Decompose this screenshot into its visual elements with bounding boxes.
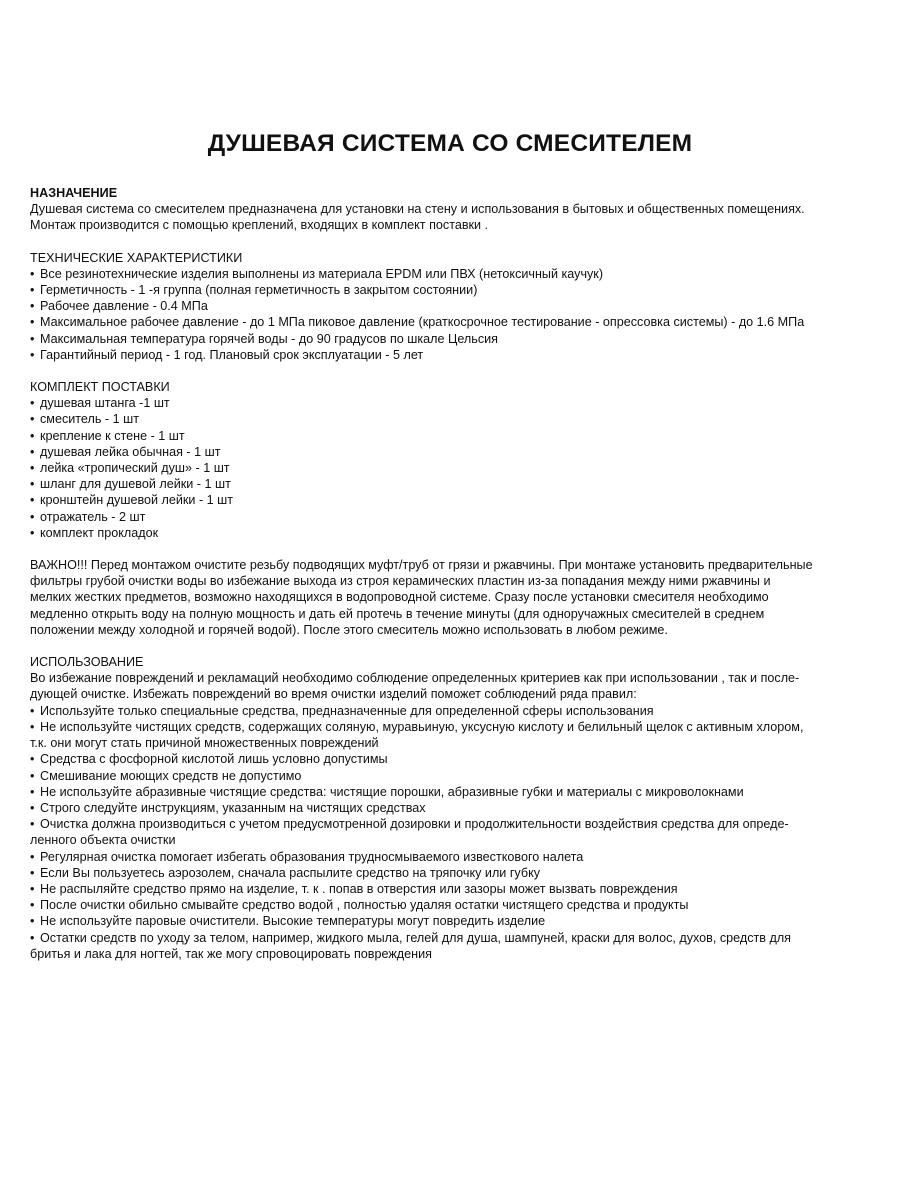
usage-intro-line: Во избежание повреждений и рекламаций необходимо соблюдение определенных критериев как при использовании , так и после-	[30, 671, 800, 686]
bullet-icon: •	[30, 849, 35, 864]
usage-list	[30, 703, 870, 962]
bullet-icon: •	[30, 493, 35, 508]
specs-list	[30, 266, 870, 363]
list-item	[30, 444, 870, 460]
list-item-text: душевая лейка обычная - 1 шт	[40, 444, 221, 459]
list-item	[30, 768, 870, 784]
list-item	[30, 703, 870, 719]
list-item-text: ленного объекта очистки	[30, 833, 176, 848]
warning-line: ВАЖНО!!! Перед монтажом очистите резьбу подводящих муфт/труб от грязи и ржавчины. При монтаже установить предварительные	[30, 558, 813, 573]
list-item	[30, 411, 870, 427]
list-item	[30, 509, 870, 525]
bullet-icon: •	[30, 283, 35, 298]
bullet-icon: •	[30, 930, 35, 945]
list-item	[30, 913, 870, 929]
bullet-icon: •	[30, 347, 35, 362]
bullet-icon: •	[30, 477, 35, 492]
kit-section	[30, 379, 870, 541]
list-item-continuation	[30, 946, 870, 962]
list-item	[30, 347, 870, 363]
purpose-section	[30, 185, 870, 234]
usage-heading: ИСПОЛЬЗОВАНИЕ	[30, 655, 144, 670]
list-item	[30, 897, 870, 913]
kit-heading: КОМПЛЕКТ ПОСТАВКИ	[30, 380, 170, 395]
list-item	[30, 849, 870, 865]
list-item	[30, 428, 870, 444]
list-item-text: После очистки обильно смывайте средство водой , полностью удаляя остатки чистящего средства и продукты	[40, 898, 689, 913]
bullet-icon: •	[30, 865, 35, 880]
list-item-text: Не используйте паровые очистители. Высокие температуры могут повредить изделие	[40, 914, 546, 929]
bullet-icon: •	[30, 444, 35, 459]
list-item	[30, 525, 870, 541]
list-item-text: Регулярная очистка помогает избегать образования трудносмываемого известкового налета	[40, 849, 584, 864]
specs-heading: ТЕХНИЧЕСКИЕ ХАРАКТЕРИСТИКИ	[30, 250, 243, 265]
list-item-text: Максимальное рабочее давление - до 1 МПа пиковое давление (краткосрочное тестирование - опрессовка системы) - до 1.6 МПа	[40, 315, 805, 330]
list-item-text: Гарантийный период - 1 год. Плановый срок эксплуатации - 5 лет	[40, 347, 424, 362]
list-item	[30, 298, 870, 314]
bullet-icon: •	[30, 412, 35, 427]
list-item-text: Максимальная температура горячей воды - до 90 градусов по шкале Цельсия	[40, 331, 498, 346]
bullet-icon: •	[30, 525, 35, 540]
bullet-icon: •	[30, 461, 35, 476]
bullet-icon: •	[30, 719, 35, 734]
specs-section	[30, 250, 870, 363]
list-item	[30, 751, 870, 767]
list-item-text: Не распыляйте средство прямо на изделие, т. к . попав в отверстия или зазоры может вызвать повреждения	[40, 881, 678, 896]
list-item-text: Все резинотехнические изделия выполнены из материала EPDM или ПВХ (нетоксичный каучук)	[40, 266, 604, 281]
list-item	[30, 476, 870, 492]
list-item-text: крепление к стене - 1 шт	[40, 428, 185, 443]
list-item-text: Герметичность - 1 -я группа (полная герметичность в закрытом состоянии)	[40, 283, 478, 298]
list-item	[30, 865, 870, 881]
list-item	[30, 930, 870, 946]
list-item-text: отражатель - 2 шт	[40, 509, 146, 524]
list-item-text: бритья и лака для ногтей, так же могу спровоцировать повреждения	[30, 946, 432, 961]
list-item-text: Используйте только специальные средства, предназначенные для определенной сферы использования	[40, 703, 654, 718]
bullet-icon: •	[30, 768, 35, 783]
purpose-line: Монтаж производится с помощью креплений, входящих в комплект поставки .	[30, 218, 489, 233]
usage-section	[30, 654, 870, 962]
list-item	[30, 395, 870, 411]
list-item	[30, 881, 870, 897]
list-item-text: Не используйте чистящих средств, содержащих соляную, муравьиную, уксусную кислоту и белильный щелок с активным хлором,	[40, 719, 804, 734]
list-item-text: шланг для душевой лейки - 1 шт	[40, 477, 231, 492]
list-item-text: т.к. они могут стать причиной множественных повреждений	[30, 736, 379, 751]
list-item	[30, 331, 870, 347]
bullet-icon: •	[30, 299, 35, 314]
list-item	[30, 282, 870, 298]
bullet-icon: •	[30, 266, 35, 281]
list-item-text: лейка «тропический душ» - 1 шт	[40, 461, 230, 476]
list-item-continuation	[30, 735, 870, 751]
bullet-icon: •	[30, 800, 35, 815]
list-item	[30, 816, 870, 832]
warning-line: мелких жестких предметов, возможно находящихся в водопроводной системе. Сразу после установки смесителя необходимо	[30, 590, 769, 605]
bullet-icon: •	[30, 914, 35, 929]
warning-line: медленно открыть воду на полную мощность и дать ей протечь в течение минуты (для одноручажных смесителей в среднем	[30, 606, 765, 621]
list-item-text: Не используйте абразивные чистящие средства: чистящие порошки, абразивные губки и материалы с микроволокнами	[40, 784, 744, 799]
list-item	[30, 314, 870, 330]
bullet-icon: •	[30, 784, 35, 799]
list-item	[30, 784, 870, 800]
bullet-icon: •	[30, 396, 35, 411]
list-item-text: Если Вы пользуетесь аэрозолем, сначала распылите средство на тряпочку или губку	[40, 865, 541, 880]
list-item-text: Смешивание моющих средств не допустимо	[40, 768, 302, 783]
list-item	[30, 460, 870, 476]
list-item-text: Рабочее давление - 0.4 МПа	[40, 299, 208, 314]
purpose-heading: НАЗНАЧЕНИЕ	[30, 186, 118, 200]
warning-line: фильтры грубой очистки воды во избежание выхода из строя керамических пластин из-за попадания между ними ржавчины и	[30, 574, 771, 589]
list-item-text: душевая штанга -1 шт	[40, 396, 170, 411]
bullet-icon: •	[30, 752, 35, 767]
list-item-continuation	[30, 832, 870, 848]
bullet-icon: •	[30, 428, 35, 443]
list-item-text: Строго следуйте инструкциям, указанным на чистящих средствах	[40, 800, 426, 815]
list-item	[30, 266, 870, 282]
kit-list	[30, 395, 870, 541]
bullet-icon: •	[30, 817, 35, 832]
page-title: ДУШЕВАЯ СИСТЕМА СО СМЕСИТЕЛЕМ	[207, 130, 693, 157]
list-item-text: Остатки средств по уходу за телом, например, жидкого мыла, гелей для душа, шампуней, краски для волос, духов, средств для	[40, 930, 792, 945]
list-item-text: смеситель - 1 шт	[40, 412, 139, 427]
list-item-text: кронштейн душевой лейки - 1 шт	[40, 493, 234, 508]
list-item	[30, 492, 870, 508]
bullet-icon: •	[30, 898, 35, 913]
list-item-text: комплект прокладок	[40, 525, 159, 540]
warning-section	[30, 557, 870, 638]
usage-intro-line: дующей очистке. Избежать повреждений во время очистки изделий поможет соблюдений ряда правил:	[30, 687, 637, 702]
bullet-icon: •	[30, 315, 35, 330]
list-item-text: Средства с фосфорной кислотой лишь условно допустимы	[40, 752, 388, 767]
bullet-icon: •	[30, 509, 35, 524]
bullet-icon: •	[30, 881, 35, 896]
list-item	[30, 800, 870, 816]
warning-line: положении между холодной и горячей водой). После этого смеситель можно использовать в любом режиме.	[30, 622, 668, 637]
bullet-icon: •	[30, 703, 35, 718]
bullet-icon: •	[30, 331, 35, 346]
purpose-line: Душевая система со смесителем предназначена для установки на стену и использования в бытовых и общественных помещениях.	[30, 202, 805, 217]
list-item	[30, 719, 870, 735]
list-item-text: Очистка должна производиться с учетом предусмотренной дозировки и продолжительности воздействия средства для опреде-	[40, 817, 789, 832]
